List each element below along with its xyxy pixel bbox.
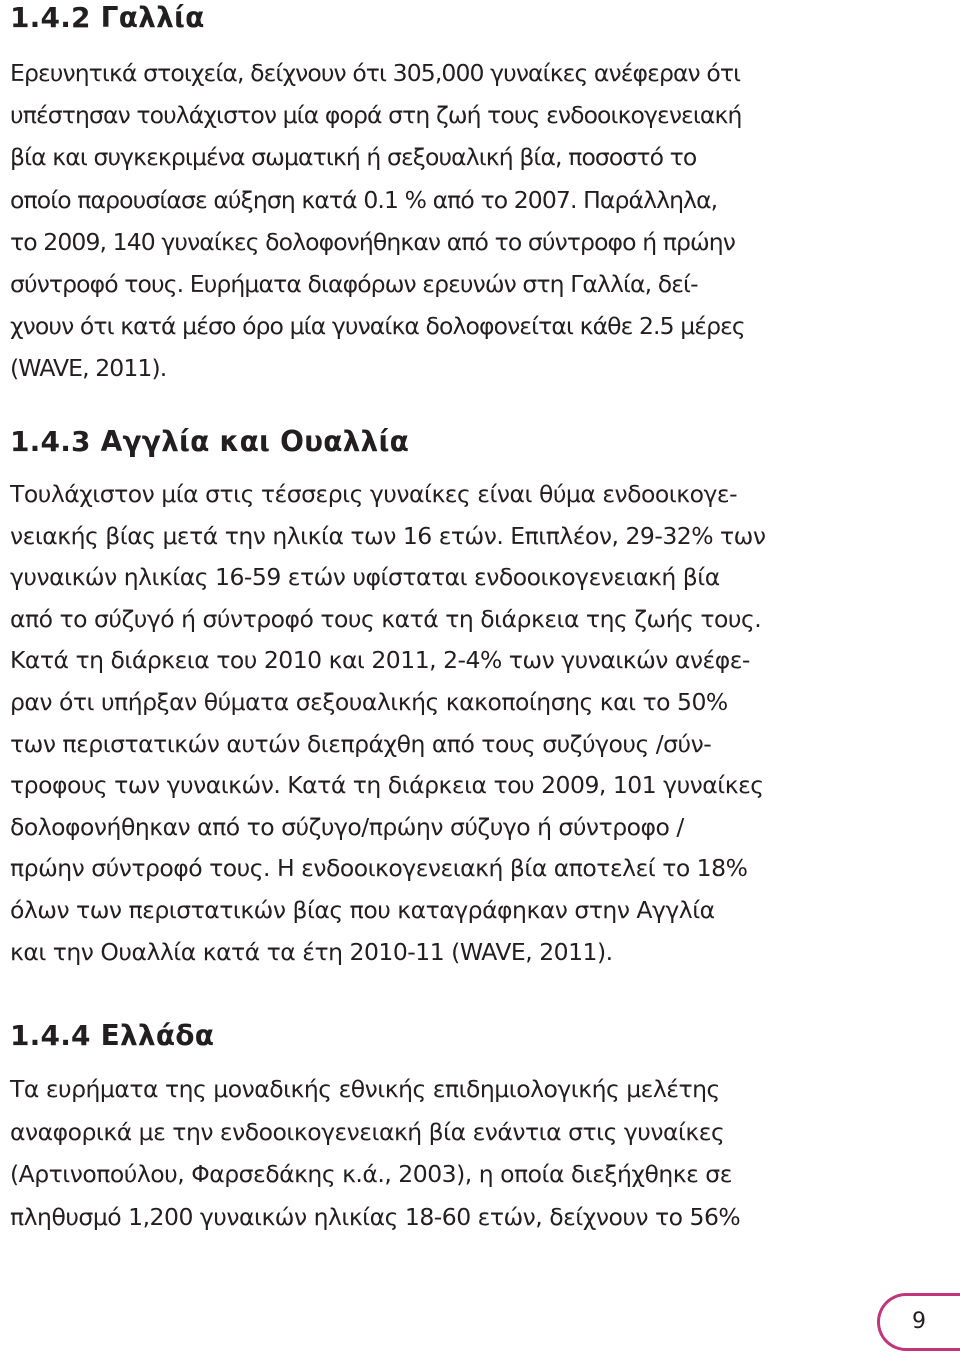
text-line: βία και συγκεκριμένα σωματική ή σεξουαλική βία, ποσοστό το <box>10 143 697 172</box>
text-line: Ερευνητικά στοιχεία, δείχνουν ότι 305,000 γυναίκες ανέφεραν ότι <box>10 59 741 87</box>
text-line: οποίο παρουσίασε αύξηση κατά 0.1 % από το 2007. Παράλληλα, <box>10 185 718 214</box>
text-line: νειακής βίας μετά την ηλικία των 16 ετών. Επιπλέον, 29-32% των <box>10 521 766 550</box>
text-line: γυναικών ηλικίας 16-59 ετών υφίσταται ενδοοικογενειακή βία <box>10 563 720 592</box>
text-line: αναφορικά με την ενδοοικογενειακή βία ενάντια στις γυναίκες <box>10 1117 725 1146</box>
section-heading-greece: 1.4.4 Ελλάδα <box>10 1019 215 1052</box>
section-paragraph-france <box>10 52 805 390</box>
text-line: των περιστατικών αυτών διεπράχθη από τους συζύγους /σύν- <box>10 729 712 758</box>
page-number: 9 <box>912 1309 926 1334</box>
text-line: χνουν ότι κατά μέσο όρο μία γυναίκα δολοφονείται κάθε 2.5 μέρες <box>10 312 745 341</box>
text-line: τροφους των γυναικών. Κατά τη διάρκεια του 2009, 101 γυναίκες <box>10 771 764 800</box>
text-line: (WAVE, 2011). <box>10 354 167 383</box>
section-heading-england-wales: 1.4.3 Αγγλία και Ουαλλία <box>10 425 410 458</box>
text-line: (Αρτινοπούλου, Φαρσεδάκης κ.ά., 2003), η οποία διεξήχθηκε σε <box>10 1160 732 1189</box>
text-line: σύντροφό τους. Ευρήματα διαφόρων ερευνών στη Γαλλία, δεί- <box>10 270 698 299</box>
text-line: υπέστησαν τουλάχιστον μία φορά στη ζωή τους ενδοοικογενειακή <box>10 101 742 130</box>
text-line: δολοφονήθηκαν από το σύζυγο/πρώην σύζυγο ή σύντροφο / <box>10 812 684 841</box>
text-line: Τουλάχιστον μία στις τέσσερις γυναίκες είναι θύμα ενδοοικογε- <box>10 480 738 508</box>
text-line: πρώην σύντροφό τους. Η ενδοοικογενειακή βία αποτελεί το 18% <box>10 854 748 883</box>
text-line: Τα ευρήματα της μοναδικής εθνικής επιδημιολογικής μελέτης <box>10 1075 720 1103</box>
text-line: Κατά τη διάρκεια του 2010 και 2011, 2-4% των γυναικών ανέφε- <box>10 646 750 675</box>
text-line: ραν ότι υπήρξαν θύματα σεξουαλικής κακοποίησης και το 50% <box>10 687 728 716</box>
section-paragraph-greece <box>10 1068 805 1238</box>
text-line: όλων των περιστατικών βίας που καταγράφηκαν στην Αγγλία <box>10 895 715 924</box>
text-line: το 2009, 140 γυναίκες δολοφονήθηκαν από το σύντροφο ή πρώην <box>10 227 736 256</box>
section-heading-france: 1.4.2 Γαλλία <box>10 1 205 34</box>
text-line: πληθυσμό 1,200 γυναικών ηλικίας 18-60 ετών, δείχνουν το 56% <box>10 1202 741 1231</box>
section-paragraph-england-wales <box>10 474 805 973</box>
text-line: από το σύζυγό ή σύντροφό τους κατά τη διάρκεια της ζωής τους. <box>10 604 762 633</box>
text-line: και την Ουαλλία κατά τα έτη 2010-11 (WAVE, 2011). <box>10 937 613 966</box>
page-number-badge <box>877 1293 960 1351</box>
